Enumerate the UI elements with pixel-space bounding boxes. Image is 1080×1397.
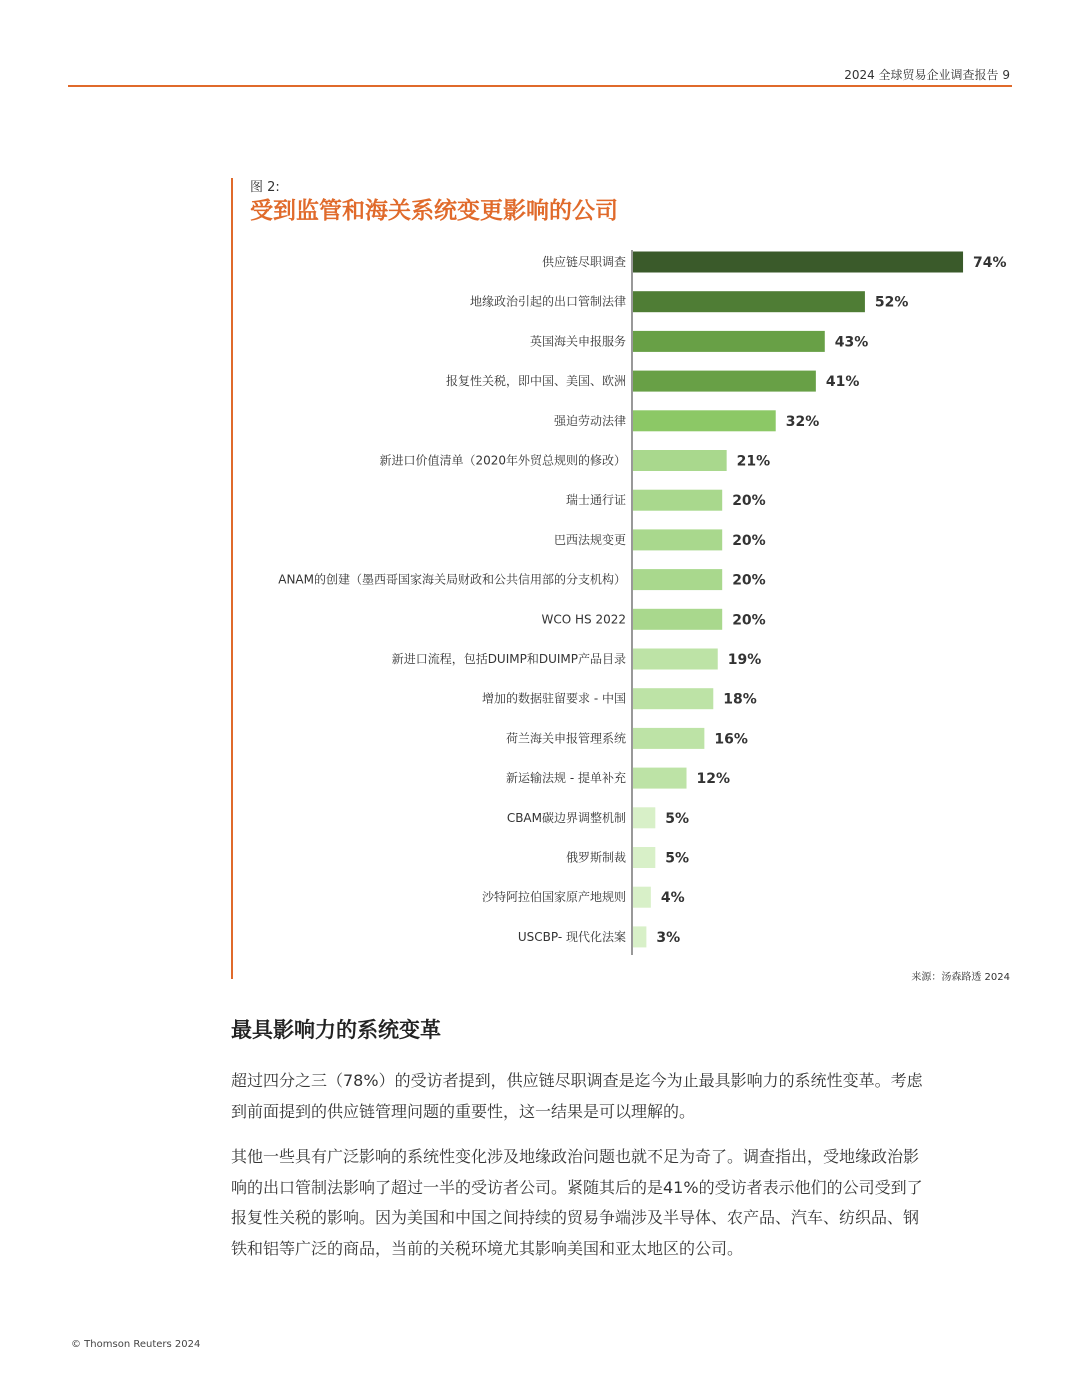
- body-paragraph-1: 超过四分之三（78%）的受访者提到，供应链尽职调查是迄今为止最具影响力的系统性变革。考虑到前面提到的供应链管理问题的重要性，这一结果是可以理解的。: [231, 1071, 923, 1121]
- category-label: 报复性关税，即中国、美国、欧洲: [445, 374, 626, 389]
- value-label: 3%: [656, 929, 681, 946]
- value-label: 12%: [696, 771, 731, 788]
- category-label: 瑞士通行证: [565, 493, 626, 508]
- bar: [633, 291, 865, 312]
- category-label: 俄罗斯制裁: [565, 850, 626, 865]
- value-label: 5%: [665, 810, 690, 827]
- category-label: 新进口价值清单（2020年外贸总规则的修改）: [379, 453, 626, 468]
- value-label: 32%: [785, 413, 820, 430]
- chart-source-note: 来源：汤森路透 2024: [911, 972, 1010, 983]
- value-label: 18%: [723, 691, 757, 708]
- category-label: 强迫劳动法律: [553, 413, 626, 428]
- figure-label: 图 2:: [250, 180, 280, 195]
- bar: [633, 331, 825, 352]
- bar: [633, 450, 727, 471]
- value-label: 20%: [732, 532, 766, 549]
- bar: [633, 807, 655, 828]
- value-label: 20%: [732, 612, 766, 629]
- category-label: 荷兰海关申报管理系统: [505, 731, 626, 746]
- category-label: 英国海关申报服务: [529, 334, 626, 349]
- value-label: 52%: [874, 294, 909, 311]
- page-header-title: 2024 全球贸易企业调查报告 9: [844, 68, 1010, 82]
- category-label: 供应链尽职调查: [541, 255, 626, 269]
- category-label: 新进口流程，包括DUIMP和DUIMP产品目录: [391, 652, 626, 666]
- bar: [633, 649, 718, 670]
- bar: [633, 926, 646, 947]
- category-label: USCBP- 现代化法案: [517, 929, 626, 944]
- bar: [633, 529, 722, 550]
- bar: [633, 768, 687, 789]
- value-label: 16%: [714, 731, 748, 748]
- section-heading: 最具影响力的系统变革: [231, 1018, 441, 1042]
- bar: [633, 847, 655, 868]
- bar: [633, 252, 963, 273]
- value-label: 21%: [736, 453, 771, 470]
- footer-copyright: © Thomson Reuters 2024: [71, 1339, 201, 1350]
- value-label: 20%: [732, 572, 766, 589]
- bar: [633, 688, 713, 709]
- bar: [633, 887, 651, 908]
- bar: [633, 609, 722, 630]
- category-label: ANAM的创建（墨西哥国家海关局财政和公共信用部的分支机构）: [278, 572, 626, 587]
- category-label: 地缘政治引起的出口管制法律: [469, 294, 626, 309]
- figure-title: 受到监管和海关系统变更影响的公司: [250, 198, 618, 224]
- value-label: 19%: [727, 652, 762, 668]
- value-label: 74%: [973, 255, 1007, 271]
- bar: [633, 728, 704, 749]
- bar: [633, 371, 816, 392]
- category-label: 沙特阿拉伯国家原产地规则: [481, 890, 626, 905]
- value-label: 20%: [732, 493, 766, 510]
- category-label: WCO HS 2022: [541, 612, 626, 627]
- bar: [633, 490, 722, 511]
- body-paragraph-2: 其他一些具有广泛影响的系统性变化涉及地缘政治问题也就不足为奇了。调查指出，受地缘政治影响的出口管制法影响了超过一半的受访者公司。紧随其后的是41%的受访者表示他们的公司受到了报复性关税的影响。因为美国和中国之间持续的贸易争端涉及半导体、农产品、汽车、纺织品、钢铁和铝等广泛的商品，当前的关税环境尤其影响美国和亚太地区的公司。: [231, 1147, 923, 1258]
- category-label: CBAM碳边界调整机制: [506, 810, 626, 825]
- value-label: 4%: [660, 890, 685, 907]
- category-label: 增加的数据驻留要求 - 中国: [482, 691, 626, 706]
- category-label: 巴西法规变更: [553, 532, 626, 547]
- bar: [633, 410, 776, 431]
- bar: [633, 569, 722, 590]
- value-label: 41%: [825, 374, 860, 391]
- value-label: 43%: [834, 334, 869, 351]
- value-label: 5%: [665, 850, 690, 867]
- category-label: 新运输法规 - 提单补充: [506, 771, 626, 786]
